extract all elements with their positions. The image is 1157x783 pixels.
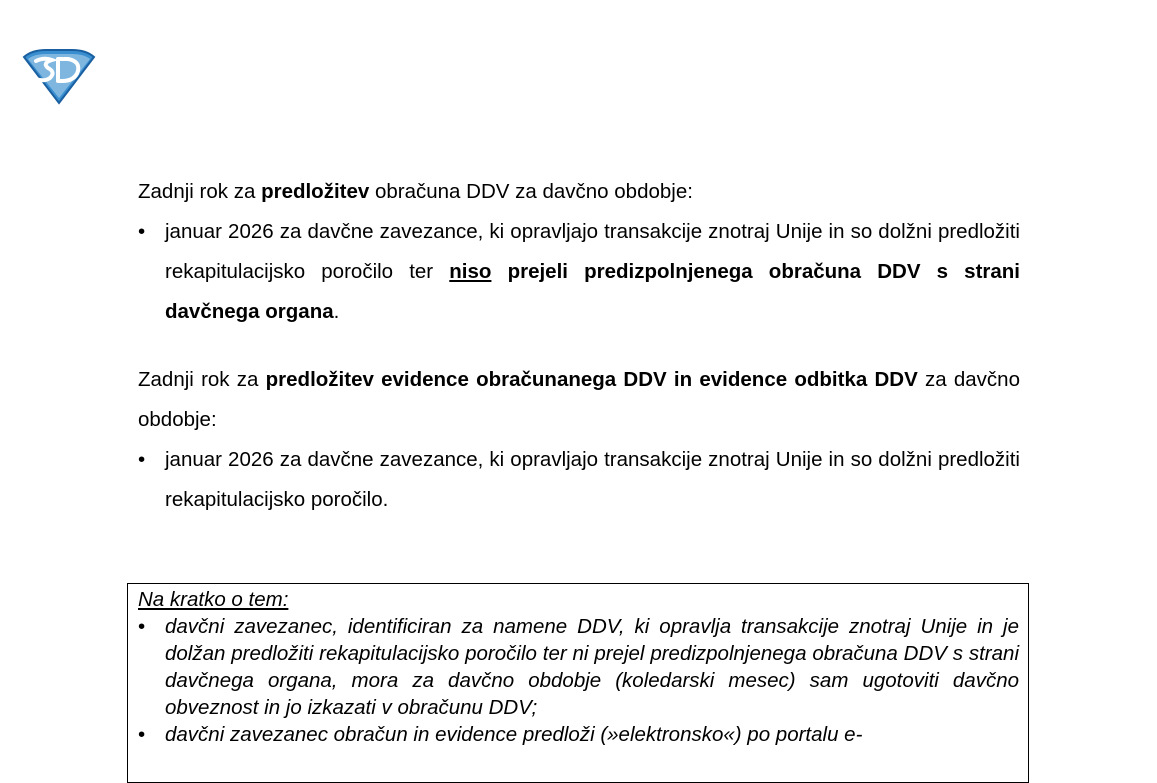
section2-list bbox=[138, 440, 1020, 520]
document-body bbox=[138, 172, 1020, 520]
summary-item: • davčni zavezanec obračun in evidence predloži (»elektronsko«) po portalu e- bbox=[138, 721, 1019, 748]
section1-bullet: • januar 2026 za davčne zavezance, ki opravljajo transakcije znotraj Unije in so dolžni predložiti rekapitulacijsko poročilo ter niso prejeli predizpolnjenega obračuna DDV s strani davčnega organa. bbox=[138, 212, 1020, 332]
spacer bbox=[138, 332, 1020, 360]
sd-logo-icon bbox=[22, 47, 96, 105]
summary-title: Na kratko o tem: bbox=[138, 588, 289, 611]
section2-bullet: • januar 2026 za davčne zavezance, ki opravljajo transakcije znotraj Unije in so dolžni predložiti rekapitulacijsko poročilo. bbox=[138, 440, 1020, 520]
summary-box bbox=[127, 583, 1029, 783]
summary-item: • davčni zavezanec, identificiran za namene DDV, ki opravlja transakcije znotraj Unije in je dolžan predložiti rekapitulacijsko poročilo ter ni prejel predizpolnjenega obračuna DDV s strani davčnega organa, mora za davčno obdobje (koledarski mesec) sam ugotoviti davčno obveznost in jo izkazati v obračunu DDV; bbox=[138, 613, 1019, 721]
summary-list bbox=[138, 613, 1019, 748]
section1-intro: Zadnji rok za predložitev obračuna DDV za davčno obdobje: bbox=[138, 180, 693, 203]
section2-intro: Zadnji rok za predložitev evidence obračunanega DDV in evidence odbitka DDV za davčno obdobje: bbox=[138, 368, 1020, 431]
section1-list bbox=[138, 212, 1020, 332]
